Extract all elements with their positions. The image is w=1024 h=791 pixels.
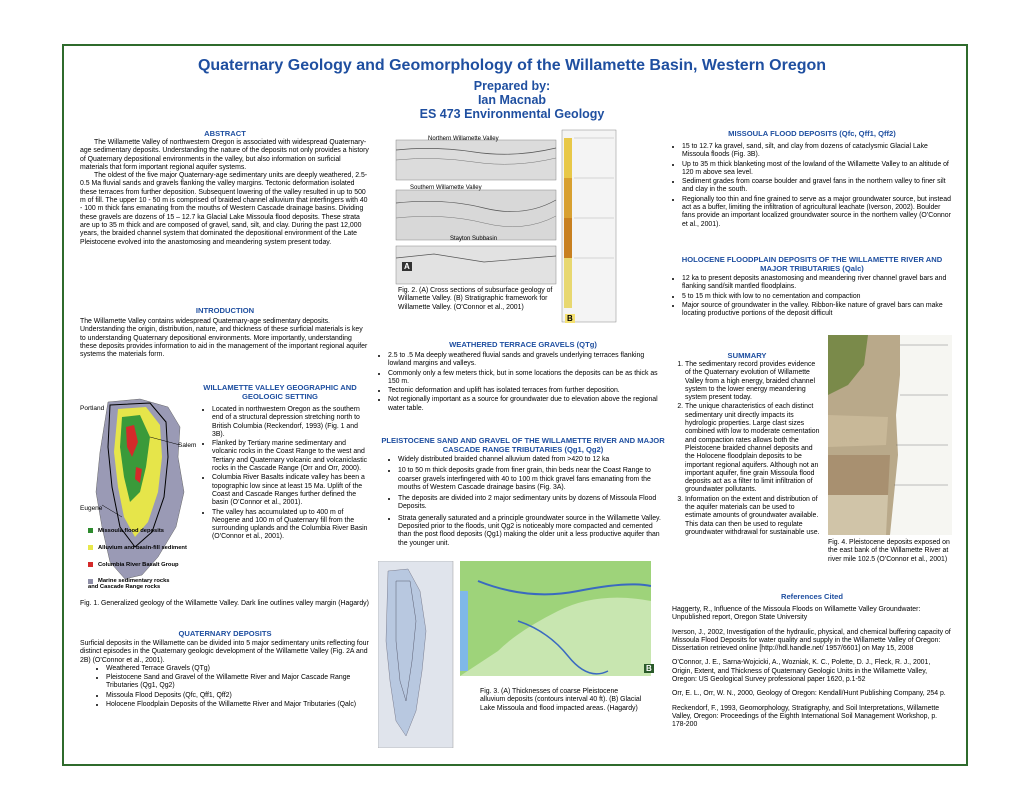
fig3-label-b: B [646,664,652,673]
fig1-legend-2: Columbia River Basalt Group [88,562,203,568]
setting-heading: WILLAMETTE VALLEY GEOGRAPHIC AND GEOLOGIC SETTING [203,383,357,401]
fig4-caption: Fig. 4. Pleistocene deposits exposed on the east bank of the Willamette River at river mile 102.5 (O’Connor et al., 2001) [828,539,950,563]
ref-item: O’Connor, J. E., Sarna-Wojcicki, A., Wozniak, K. C., Polette, D. J., Fleck, R. J., 2001, Origin, Extent, and Thickness of Quaternary Geologic Units in the Willamette Valley, Oregon: US Geological Survey professional paper 1620, p.1-52 [672,659,931,684]
holocene-item: • Major source of groundwater in the valley. Ribbon-like nature of gravel bars can make locating productive portions of the deposit difficult [682,302,952,319]
missoula-item: • Sediment grades from coarse boulder and gravel fans in the northern valley to finer silt and clay in the south. [682,178,952,195]
missoula-list [672,143,952,230]
holocene-list [672,275,952,319]
summary-item: 2. The unique characteristics of each distinct sedimentary unit directly impacts its hydrologic properties. Large clast sizes combined with low to moderate cementation and compaction rates allows both the Pleistocene braided channel deposits and the Holocene floodplain deposits to be important regional aquifers. Although not an important aquifer, fine grain Missoula flood deposits act as a filter to limit infiltration of groundwater pollutants. [685,403,822,494]
quat-intro: Surficial deposits in the Willamette can be divided into 5 major sedimentary units reflecting four distinct episodes in the Quaternary geologic development of the Willamette Valley (Fig. 2A and 2B) (O’Connor et al., 2001). [80,640,369,664]
pleist-list [378,456,663,549]
setting-item: • Columbia River Basalts indicate valley has been a topographic low since at least 15 Ma. Uplift of the Coast and Cascade Ranges further defined the basin (O’Connor et al., 2001). [212,474,370,507]
quat-item: • Weathered Terrace Gravels (QTg) [106,665,370,673]
ref-item: Iverson, J., 2002, Investigation of the hydraulic, physical, and chemical buffering capacity of Missoula Flood Deposits for water quality and supply in the Willamette Valley of Oregon: Dissertation retrieved online [http://hdl.handle.net/ 1957/6601] on May 15, 2008 [672,628,951,653]
setting-item: • Flanked by Tertiary marine sedimentary and volcanic rocks in the Coast Range to the west and Tertiary and Quaternary volcanic and volcaniclastic rocks in the Cascade Range (Orr and Orr, 2000). [212,440,370,473]
prepared-by: Prepared by: [473,79,551,93]
fig1-legend-1: Alluvium and basin-fill sediment [88,545,203,551]
legend-swatch-green [88,528,93,533]
summary-item: 1. The sedimentary record provides evidence of the Quaternary evolution of Willamette Valley from a high energy, braided channel system to the lower energy meandering system present today. [685,361,822,402]
abstract-p2: The oldest of the five major Quaternary-age sedimentary units are deeply weathered, 2.5-0.5 Ma fluvial sands and gravels flanking the valley margins. Tectonic deformation isolated these terraces from further deposition. Subsequent lowering of the valley resulted in up to 500 m of fill. The upper 10 - 50 m is comprised of braided channel alluvium that interfingers with 40 - 100 m thick fans emanating from the mouths of Western Cascade drainage basins. Dividing these gravels are dozens of 15 – 12.7 ka Glacial Lake Missoula flood deposits. These strata are up to 35 m thick and are composed of gravel, sand, silt, and clay. During the past 12,000 years, the braided channel system that dominated the depositional environment of the Late Pleistocene evolved into the anastomosing and meandering system present today. [80,172,368,246]
missoula-item: • Up to 35 m thick blanketing most of the lowland of the Willamette Valley to an altitude of 120 m above sea level. [682,161,952,178]
poster-title: Quaternary Geology and Geomorphology of the Willamette Basin, Western Oregon [197,57,827,74]
fig4-photo [828,335,952,535]
pleist-item: • Widely distributed braided channel alluvium dated from >420 to 12 ka [398,456,663,464]
refs-heading: References Cited [780,592,844,601]
legend-swatch-red [88,562,93,567]
holocene-item: • 12 ka to present deposits anastomosing and meandering river channel gravel bars and flanking sand/silt mantled floodplains. [682,275,952,292]
terrace-item: • Not regionally important as a source for groundwater due to elevation above the regional water table. [388,396,668,413]
terrace-item: • Commonly only a few meters thick, but in some locations the deposits can be as thick as 150 m. [388,370,668,387]
fig2-label-north: Northern Willamette Valley [428,136,499,142]
terrace-item: • Tectonic deformation and uplift has isolated terraces from further deposition. [388,387,668,395]
fig3-figure [378,561,651,748]
intro-heading: INTRODUCTION [195,306,255,315]
pleist-item: • Strata generally saturated and a principle groundwater source in the Willamette Valley. Deposited prior to the floods, unit Qg2 is noticeably more compacted and cemented than the post flood deposits (Qg1) making the older unit a less productive aquifer than the younger unit. [398,515,663,548]
quat-heading: QUATERNARY DEPOSITS [178,629,272,638]
legend-swatch-yellow [88,545,93,550]
abstract-text [80,139,370,247]
missoula-heading: MISSOULA FLOOD DEPOSITS (Qfc, Qff1, Qff2) [728,129,896,138]
abstract-heading: ABSTRACT [204,129,246,138]
quat-text [80,640,370,710]
holocene-item: • 5 to 15 m thick with low to no cementation and compaction [682,293,952,301]
terrace-heading: WEATHERED TERRACE GRAVELS (QTg) [449,340,597,349]
summary-heading: SUMMARY [727,351,767,360]
holocene-heading: HOLOCENE FLOODPLAIN DEPOSITS OF THE WILLAMETTE RIVER AND MAJOR TRIBUTARIES (Qalc) [681,255,943,273]
summary-list [672,361,822,538]
missoula-item: • Regionally too thin and fine grained to serve as a major groundwater source, but instead act as a buffer, limiting the infiltration of agricultural leachate (Iverson, 2002). Boulder fans provide an important localized groundwater source in the northern valley (O’Connor et al., 2001). [682,196,952,229]
intro-text: The Willamette Valley contains widespread Quaternary-age sedimentary deposits. Understanding the origin, distribution, nature, and thickness of these surficial materials is key to understanding Quaternary depositional environments. More importantly, understanding these deposits provides information to aid in the management of the important regional aquifer systems the materials form. [80,318,368,359]
missoula-item: • 15 to 12.7 ka gravel, sand, silt, and clay from dozens of cataclysmic Glacial Lake Missoula floods (Fig. 3B). [682,143,952,160]
fig1-label-portland: Portland [80,405,105,412]
ref-item: Orr, E. L., Orr, W. N., 2000, Geology of Oregon: Kendall/Hunt Publishing Company, 254 p. [672,690,946,698]
quat-item: • Pleistocene Sand and Gravel of the Willamette River and Major Cascade Range Tributaries (Qg1, Qg2) [106,674,370,691]
author-name: Ian Macnab [477,93,547,107]
pleist-item: • The deposits are divided into 2 major sedimentary units by dozens of Missoula Flood Deposits. [398,495,663,512]
fig2-caption: Fig. 2. (A) Cross sections of subsurface geology of Willamette Valley. (B) Stratigraphic framework for Willamette Valley. (O’Connor et al., 2001) [398,287,553,311]
quat-item: • Holocene Floodplain Deposits of the Willamette River and Major Tributaries (Qalc) [106,701,370,709]
quat-item: • Missoula Flood Deposits (Qfc, Qff1, Qff2) [106,692,370,700]
terrace-list [378,352,668,414]
fig1-label-eugene: Eugene [80,505,103,512]
ref-item: Reckendorf, F., 1993, Geomorphology, Stratigraphy, and Soil Interpretations, Willamette Valley, Oregon: Proceedings of the Eighth International Soil Management Workshop, p. 178-200 [672,704,940,729]
course-name: ES 473 Environmental Geology [419,107,605,121]
fig2-label-stayton: Stayton Subbasin [450,236,498,242]
fig3-caption: Fig. 3. (A) Thicknesses of coarse Pleistocene alluvium deposits (contours interval 40 ft). (B) Glacial Lake Missoula and flood impacted areas. (Hagardy) [480,688,642,712]
fig2-label-b: B [567,314,573,323]
ref-item: Haggerty, R., Influence of the Missoula Floods on Willamette Valley Groundwater: Unpublished report, Oregon State University [672,606,921,622]
setting-list [202,406,370,543]
refs-list [672,606,952,736]
fig2-label-south: Southern Willamette Valley [410,185,482,191]
fig2-label-a: A [404,262,410,271]
summary-item: 3. Information on the extent and distribution of the aquifer materials can be used to estimate amounts of groundwater available. This data can then be used to regulate groundwater withdrawal for sustainable use. [685,496,822,537]
abstract-p1: The Willamette Valley of northwestern Oregon is associated with widespread Quaternary-age sedimentary deposits. Understanding the nature of the deposits not only provides a history of Quaternary depositional environments in the valley, but also information on surficial materials that form important regional aquifer systems. [80,139,369,171]
fig1-legend-3: Marine sedimentary rocks and Cascade Range rocks [88,578,170,590]
fig1-caption: Fig. 1. Generalized geology of the Willamette Valley. Dark line outlines valley margin (Hagardy) [80,600,369,607]
pleist-heading: PLEISTOCENE SAND AND GRAVEL OF THE WILLAMETTE RIVER AND MAJOR CASCADE RANGE TRIBUTARIES (Qg1, Qg2) [381,436,665,454]
setting-item: • Located in northwestern Oregon as the southern end of a structural depression stretching north to British Columbia (Reckendorf, 1993) (Fig. 1 and 3B). [212,406,370,439]
terrace-item: • 2.5 to .5 Ma deeply weathered fluvial sands and gravels underlying terraces flanking lowland margins and valleys. [388,352,668,369]
fig1-label-salem: Salem [178,442,197,449]
setting-item: • The valley has accumulated up to 400 m of Neogene and 100 m of Quaternary fill from the surrounding uplands and the Columbia River Basin (O’Connor et al., 2001). [212,509,370,542]
pleist-item: • 10 to 50 m thick deposits grade from finer grain, thin beds near the Coast Range to coarser gravels interfingered with 40 to 100 m thick gravel fans emanating from the mouths of Western Cascade drainage basins (Fig. 3A). [398,467,663,492]
fig1-legend-0: Missoula flood deposits [88,528,203,534]
